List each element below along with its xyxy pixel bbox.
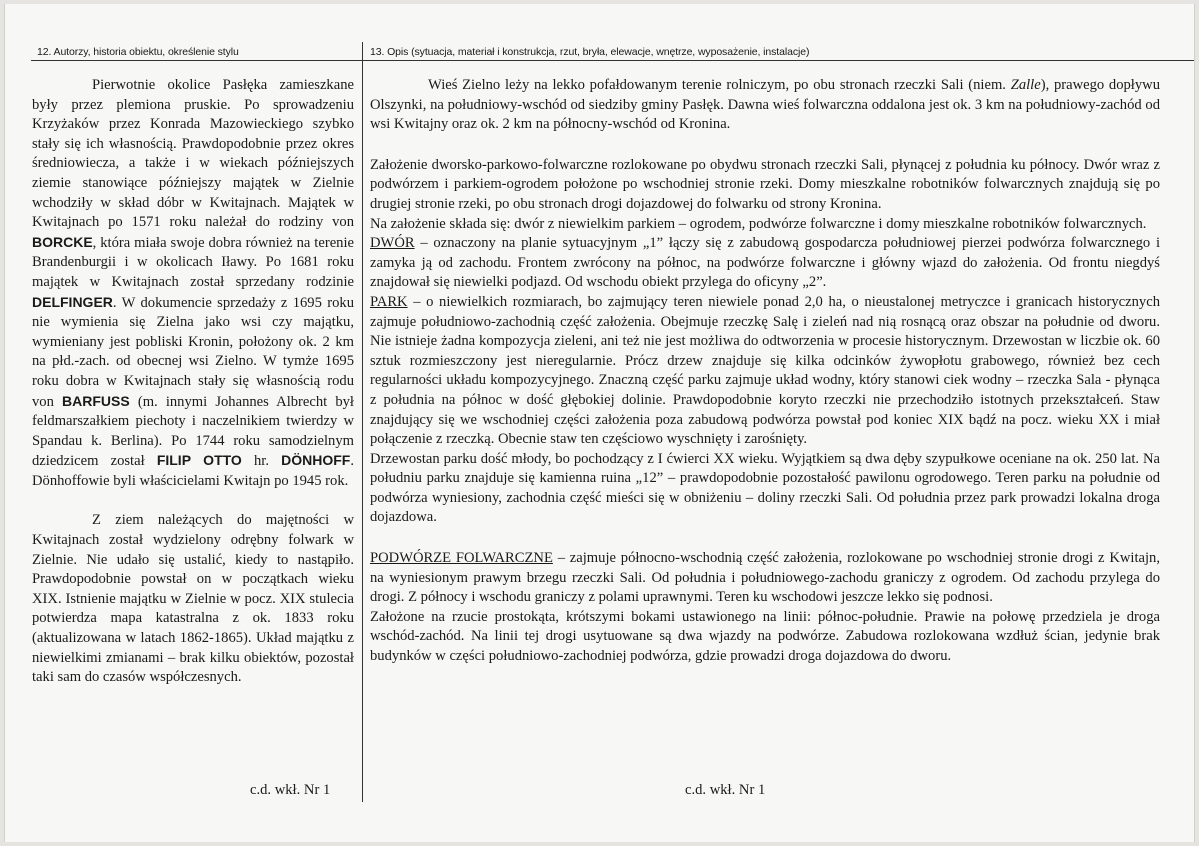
section-12-header: 12. Autorzy, historia obiektu, określenie stylu	[37, 46, 239, 58]
person-name-filip-otto: FILIP OTTO	[156, 452, 242, 469]
text-run: – zajmuje północno-wschodnią część założenia, rozlokowane po wschodniej stronie drogi z Kwitajn, na wyniesionym prawym brzegu rzeczki Sali. Od południa i południowego-zachodu graniczy z ogrodem. Od zachodu przylega do drogi. Z północy i wschodu graniczy z polami uprawnymi. Teren ku wschodowi jeszcze lekko się podnosi.	[370, 550, 1160, 606]
park-heading: PARK	[370, 293, 408, 310]
text-run: ), prawego dopływu Olszynki, na południowy-wschód od siedziby gminy Pasłęk. Dawna wieś folwarczna oddalona jest ok. 3 km na południowy-zachód od wsi Kwitajny oraz ok. 2 km na północny-wschód od Kronina.	[370, 77, 1160, 133]
text-run: , która miała swoje dobra również na terenie Brandenburgii i w okolicach Iławy. Po 1681 roku majątek w Kwitajnach został sprzedany rodzinie	[32, 234, 354, 290]
text-run: . Dönhoffowie byli właścicielami Kwitajn po 1945 rok.	[32, 453, 355, 489]
family-name-donhoff: DÖNHOFF	[281, 452, 351, 469]
family-name-barfuss: BARFUSS	[62, 392, 130, 409]
farmyard-plan-paragraph: Założone na rzucie prostokąta, krótszymi bokami ustawionego na linii: północ-południe. Prawie na połowę przedziela je droga wschód-zachód. Na linii tej drogi usytuowane są dwa wjazdy na podwórze. Zabudowa rozlokowana wzdłuż ścian, jedynie brak budynków w części południowo-zachodniej podwórza, gdzie prowadzi droga dojazdowa do dworu.	[370, 608, 1160, 665]
farmyard-paragraph	[370, 549, 1160, 608]
layout-paragraph: Założenie dworsko-parkowo-folwarczne rozlokowane po obydwu stronach rzeczki Sali, płynącej z południa ku północy. Dwór wraz z podwórzem i parkiem-ogrodem położone po wschodniej stronie rzeki. Domy mieszkalne robotników folwarcznych znajdują się po drugiej stronie rzeki, po obu stronach drogi dojazdowej do folwarku od strony Kronina.	[370, 156, 1160, 212]
farmyard-heading: PODWÓRZE FOLWARCZNE	[370, 550, 553, 567]
german-name: Zalle	[1010, 77, 1041, 93]
text-run: hr.	[241, 453, 282, 470]
text-run: . W dokumencie sprzedaży z 1695 roku nie wymienia się Zielna jako wsi czy majątku, wymieniany jest pobliski Kronin, położony ok. 2 km na płd.-zach. od obecnej wsi Zielno. W tymże 1695 roku dobra w Kwitajnach stały się własnością rodu von	[32, 294, 354, 410]
history-paragraph-2: Z ziem należących do majętności w Kwitajnach został wydzielony odrębny folwark w Zielnie. Nie udało się ustalić, kiedy to nastąpiło. Prawdopodobnie powstał on w początkach wieku XIX. Istnienie majątku w Zielnie w pocz. XIX stulecia potwierdza mapa katastralna z ok. 1833 roku (aktualizowana w latach 1862-1865). Układ majątku z niewielkimi zmianami – brak kilku obiektów, pozostał taki sam do czasów współczesnych.	[32, 512, 354, 686]
family-name-delfinger: DELFINGER	[32, 293, 113, 310]
section-13-header: 13. Opis (sytuacja, materiał i konstrukcja, rzut, bryła, elewacje, wnętrze, wyposażenie, instalacje)	[370, 46, 810, 58]
composition-paragraph: Na założenie składa się: dwór z niewielkim parkiem – ogrodem, podwórze folwarczne i domy mieszkalne robotników folwarcznych.	[370, 215, 1147, 232]
text-run: (m. innymi Johannes Albrecht był feldmarszałkiem piechoty i naczelnikiem twierdzy w Spandau k. Berlina). Po 1744 roku samodzielnym dziedzicem został	[32, 393, 354, 470]
family-name-borcke: BORCKE	[32, 233, 93, 250]
history-paragraph-1	[32, 76, 354, 491]
text-run: Pierwotnie okolice Pasłęka zamieszkane były przez plemiona pruskie. Po sprowadzeniu Krzyżaków przez Konrada Mazowieckiego szybko stały się ich własnością. Prawdopodobnie przez okres średniowiecza, a także i w wiekach późniejszych ziemie stanowiące późniejszy majątek w Zielnie wchodziły w skład dóbr w Kwitajnach. Majątek w Kwitajnach po 1571 roku należał do rodziny von	[32, 77, 354, 231]
continuation-note-left: c.d. wkł. Nr 1	[250, 782, 331, 798]
park-paragraph	[370, 293, 1160, 450]
text-run: Wieś Zielno leży na lekko pofałdowanym terenie rolniczym, po obu stronach rzeczki Sali (niem.	[428, 77, 1011, 93]
continuation-note-right: c.d. wkł. Nr 1	[685, 782, 766, 798]
paragraph-gap	[370, 135, 1160, 156]
description-column	[370, 76, 1160, 667]
trees-paragraph: Drzewostan parku dość młody, bo pochodzący z I ćwierci XX wieku. Wyjątkiem są dwa dęby szypułkowe oceniane na ok. 250 lat. Na południu parku znajduje się kamienna ruina „12” – prawdopodobnie pozostałość pawilonu ogrodowego. Teren parku na południe od podwórza wyniesiony, zachodnia część mieści się w obniżeniu – doliny rzeczki Sali. Od południa przez park prowadzi lokalna droga dojazdowa.	[370, 450, 1160, 526]
manor-heading: DWÓR	[370, 235, 415, 252]
text-run: – oznaczony na planie sytuacyjnym „1” łączy się z zabudową gospodarcza południowej pierzei podwórza folwarcznego i zamyka ją od zachodu. Frontem zwrócony na północ, na podwórze folwarczne i główny wjazd do założenia. Od frontu niegdyś znajdował się niewielki podjazd. Od wschodu obiekt przylega do oficyny „2”.	[370, 235, 1160, 291]
manor-paragraph	[370, 234, 1160, 293]
paragraph-gap	[370, 528, 1160, 549]
document-sheet	[4, 4, 1195, 842]
header-rule	[31, 60, 1194, 61]
paragraph-gap	[32, 491, 354, 511]
text-run: – o niewielkich rozmiarach, bo zajmujący teren niewiele ponad 2,0 ha, o nieustalonej metryczce i granicach historycznych zajmuje południowo-zachodnią część założenia. Obejmuje rzeczkę Salę i zieleń nad nią rosnącą oraz obszar na południe od dworu. Nie istnieje żadna kompozycja zieleni, ani też nie jest możliwa do odtworzenia w procesie historycznym. Drzewostan w liczbie ok. 60 sztuk rozmieszczony jest nieregularnie. Prócz drzew znajduje się kilka odcinków żywopłotu grabowego, również bez cech regularności układu kompozycyjnego. Znaczną część parku zajmuje układ wodny, który stanowi ciek wodny – rzeczka Sala - płynąca z południa na północ w dość głębokiej dolinie. Prawdopodobnie koryto rzeczki nie przechodziło istotnych przekształceń. Staw znajdujący się we wschodniej części założenia poza zabudową podwórza powstał pod koniec XIX bądź na pocz. wieku XX i miał połączenie z rzeczką. Obecnie staw ten częściowo wyschnięty i zarośnięty.	[370, 293, 1160, 448]
history-column	[32, 76, 354, 688]
column-divider	[362, 42, 363, 802]
location-paragraph	[370, 76, 1160, 135]
